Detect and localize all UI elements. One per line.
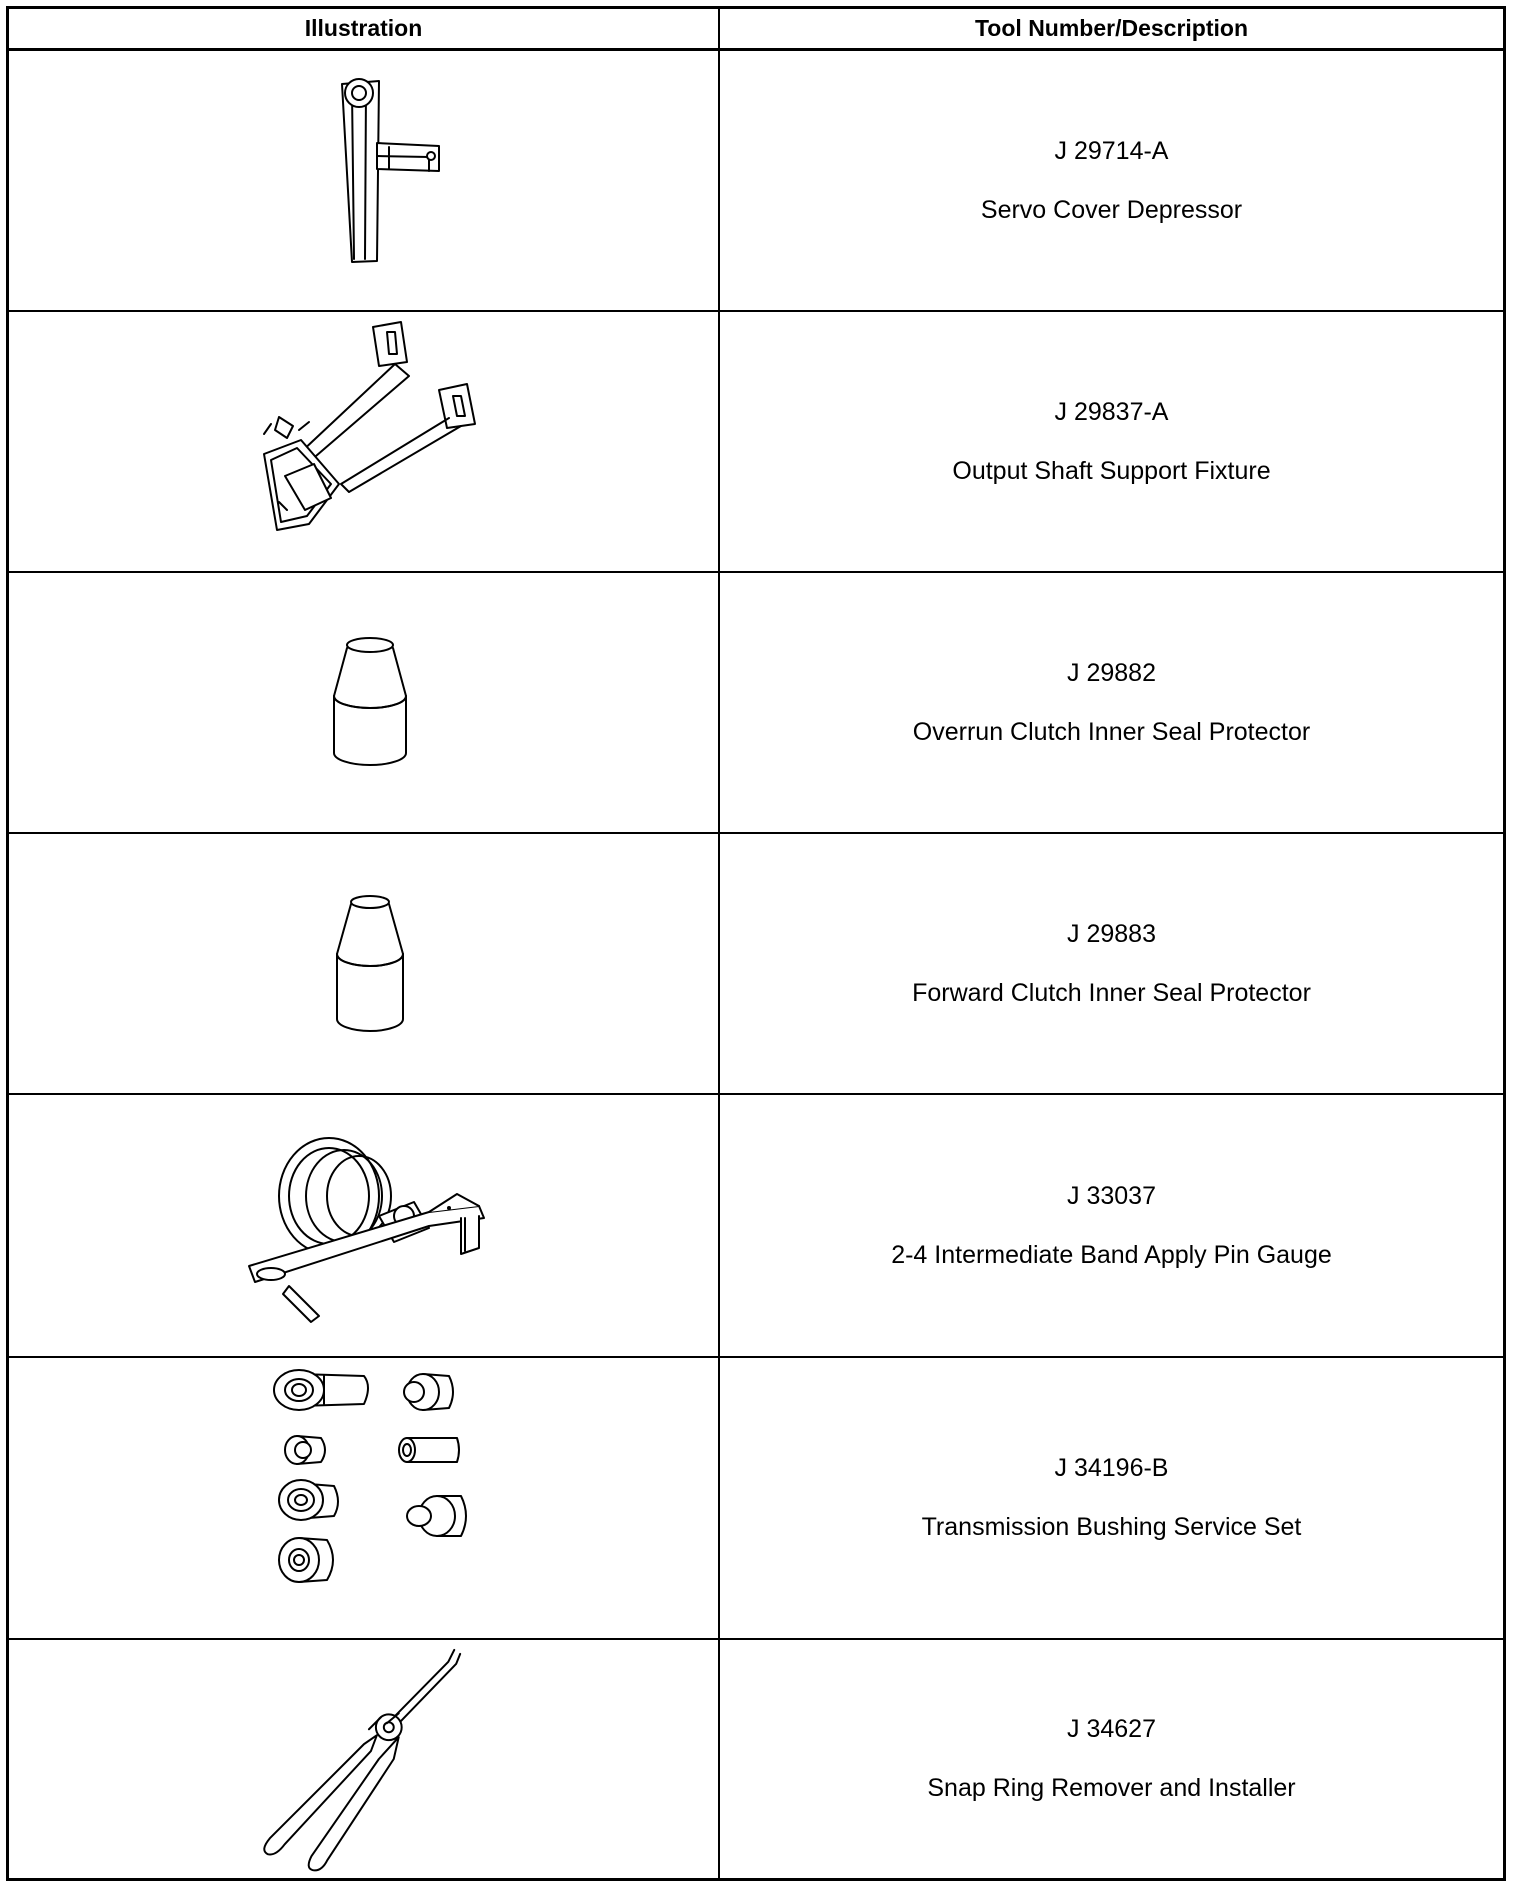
- table-row: [9, 832, 1503, 1093]
- tool-description: Forward Clutch Inner Seal Protector: [912, 978, 1311, 1007]
- tool-number: J 34196-B: [1054, 1454, 1169, 1482]
- table-header: [9, 9, 1503, 51]
- tool-number: J 29837-A: [1054, 397, 1169, 426]
- tool-number: J 29882: [1067, 658, 1156, 687]
- tool-description: Output Shaft Support Fixture: [952, 456, 1271, 485]
- table-row: [9, 1093, 1503, 1356]
- tool-column-header: Tool Number/Description: [974, 15, 1249, 41]
- band-apply-pin-gauge-icon: [9, 1095, 718, 1356]
- table-row: [9, 1356, 1503, 1638]
- tool-number: J 33037: [1067, 1181, 1156, 1210]
- snap-ring-pliers-icon: [9, 1640, 718, 1878]
- tool-description: Overrun Clutch Inner Seal Protector: [912, 717, 1311, 746]
- tool-description: Servo Cover Depressor: [980, 195, 1243, 224]
- tool-number: J 29883: [1067, 919, 1156, 948]
- overrun-seal-protector-icon: [9, 573, 718, 832]
- tool-number: J 29714-A: [1054, 136, 1169, 165]
- tool-number: J 34627: [1067, 1715, 1156, 1743]
- forward-seal-protector-icon: [9, 834, 718, 1093]
- table-row: [9, 51, 1503, 310]
- illustration-column-header: Illustration: [304, 15, 423, 41]
- tool-description: Snap Ring Remover and Installer: [927, 1774, 1296, 1802]
- table-row: [9, 1638, 1503, 1878]
- tool-description: 2-4 Intermediate Band Apply Pin Gauge: [891, 1240, 1332, 1269]
- tool-table: [6, 6, 1506, 1881]
- tool-description: Transmission Bushing Service Set: [921, 1513, 1302, 1541]
- bushing-service-set-icon: [9, 1358, 718, 1638]
- output-shaft-support-fixture-icon: [9, 312, 718, 571]
- table-row: [9, 310, 1503, 571]
- table-row: [9, 571, 1503, 832]
- servo-cover-depressor-icon: [9, 51, 718, 310]
